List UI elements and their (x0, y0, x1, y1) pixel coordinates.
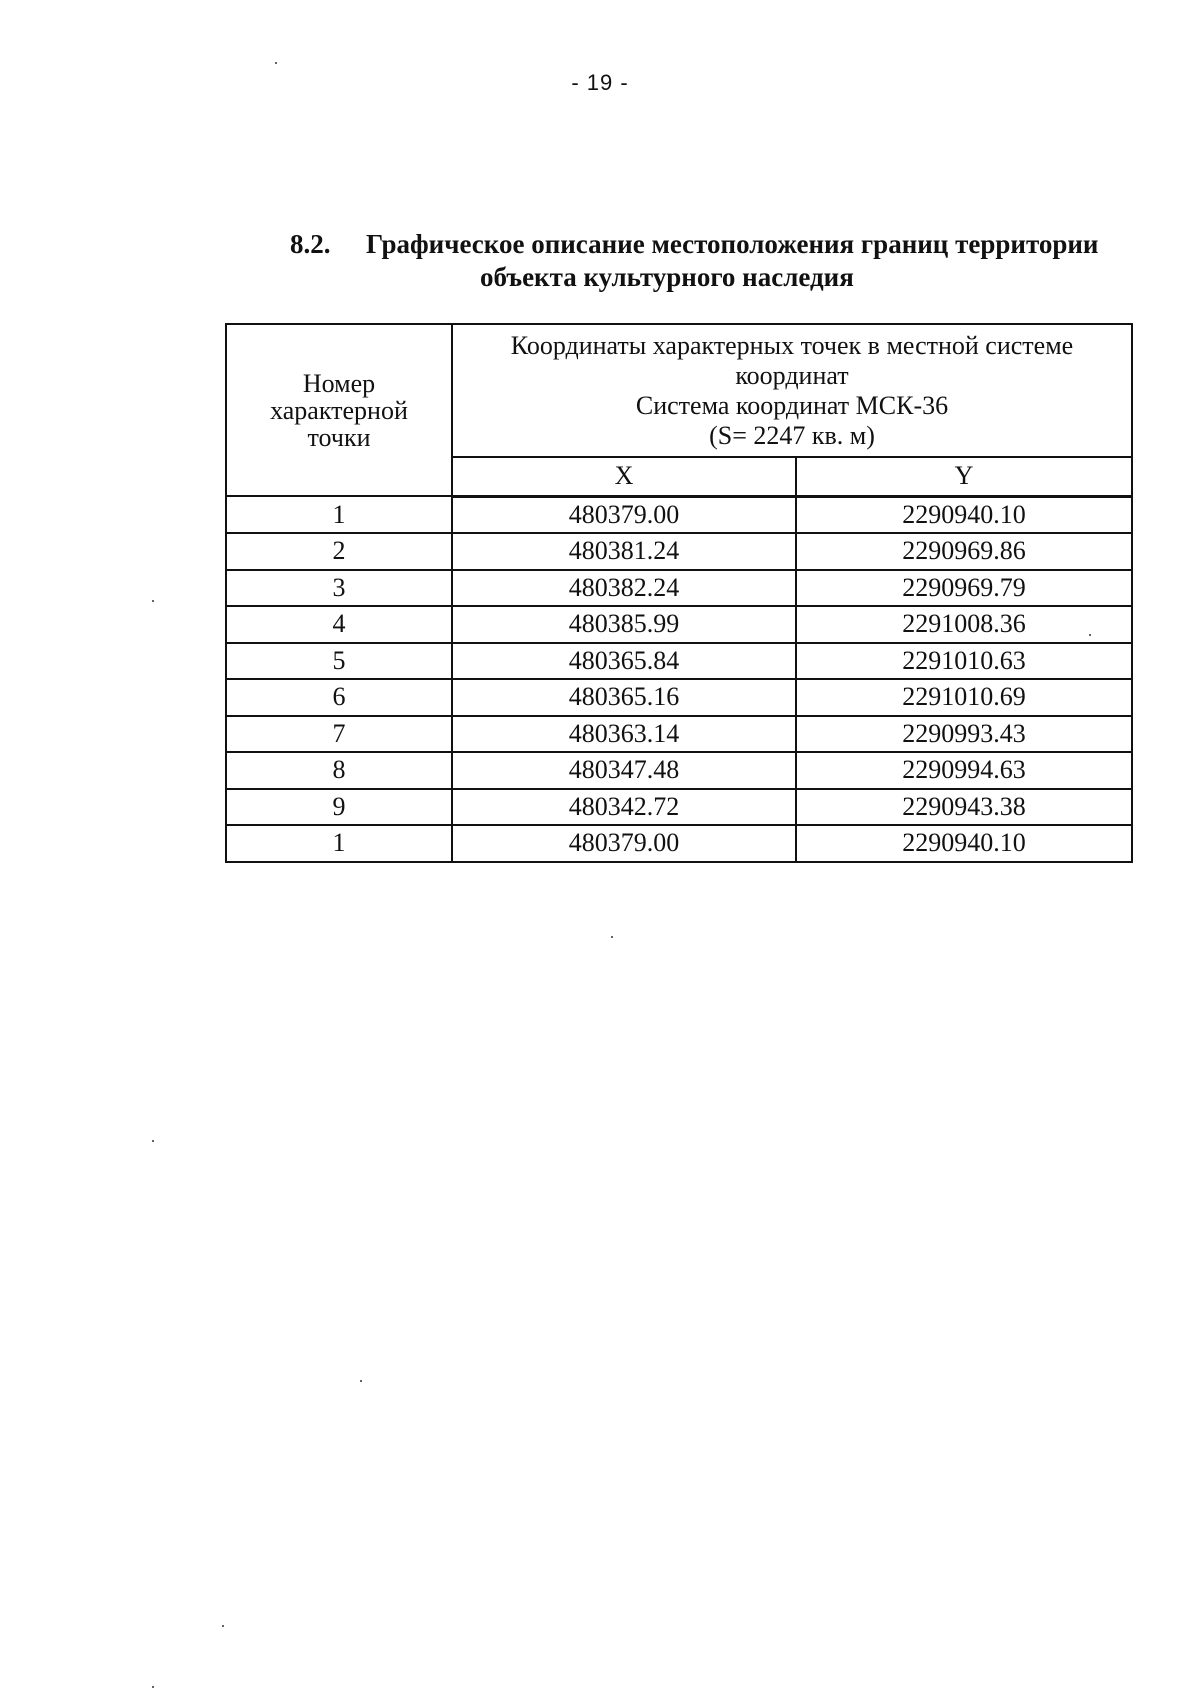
scan-speck (360, 1380, 362, 1382)
point-number-header (226, 324, 452, 496)
x-coordinate-cell: 480365.84 (452, 643, 796, 680)
y-coordinate-cell: 2290994.63 (796, 752, 1132, 789)
y-coordinate-cell: 2290943.38 (796, 789, 1132, 826)
point-number-cell: 5 (226, 643, 452, 680)
point-number-cell: 8 (226, 752, 452, 789)
x-coordinate-cell: 480379.00 (452, 496, 796, 533)
table-row (226, 643, 1132, 680)
section-number: 8.2. (290, 229, 331, 259)
scan-speck (222, 1625, 224, 1627)
scan-speck (152, 1686, 154, 1688)
table-body (226, 496, 1132, 862)
table-row (226, 752, 1132, 789)
scan-speck (611, 936, 613, 938)
table-header-row (226, 324, 1132, 457)
x-coordinate-cell: 480363.14 (452, 716, 796, 753)
coord-header-line: Система координат МСК-36 (635, 390, 949, 420)
table-row (226, 789, 1132, 826)
point-number-cell: 4 (226, 606, 452, 643)
point-number-cell: 7 (226, 716, 452, 753)
table-row (226, 716, 1132, 753)
x-coordinate-cell: 480379.00 (452, 825, 796, 862)
x-header: X (452, 457, 796, 496)
y-coordinate-cell: 2290969.79 (796, 570, 1132, 607)
x-coordinate-cell: 480365.16 (452, 679, 796, 716)
table-row (226, 570, 1132, 607)
point-header-line: характерной (270, 395, 408, 425)
coord-header-line: Координаты характерных точек в местной системе (510, 330, 1074, 360)
point-number-cell: 9 (226, 789, 452, 826)
coord-header-line: координат (735, 360, 849, 390)
table-row (226, 825, 1132, 862)
y-coordinate-cell: 2291010.69 (796, 679, 1132, 716)
scan-speck (275, 62, 277, 64)
heading-line-1 (290, 228, 1170, 261)
x-coordinate-cell: 480347.48 (452, 752, 796, 789)
table-row (226, 533, 1132, 570)
scan-speck (152, 600, 154, 602)
scan-speck (1089, 634, 1091, 636)
table-row (226, 679, 1132, 716)
point-number-cell: 2 (226, 533, 452, 570)
coord-header-line: (S= 2247 кв. м) (709, 420, 875, 450)
table-row (226, 496, 1132, 533)
heading-text-1: Графическое описание местоположения границ территории (366, 229, 1099, 259)
coordinates-table (225, 323, 1133, 863)
point-number-cell: 6 (226, 679, 452, 716)
table-row (226, 606, 1132, 643)
y-header: Y (796, 457, 1132, 496)
y-coordinate-cell: 2290940.10 (796, 496, 1132, 533)
y-coordinate-cell: 2291008.36 (796, 606, 1132, 643)
scan-speck (152, 1140, 154, 1142)
point-number-cell: 1 (226, 496, 452, 533)
section-heading (290, 228, 1170, 294)
page-number: - 19 - (571, 70, 629, 95)
point-header-line: Номер (302, 368, 376, 398)
point-number-cell: 3 (226, 570, 452, 607)
coordinates-header (452, 324, 1132, 457)
x-coordinate-cell: 480381.24 (452, 533, 796, 570)
point-number-cell: 1 (226, 825, 452, 862)
y-coordinate-cell: 2291010.63 (796, 643, 1132, 680)
x-coordinate-cell: 480382.24 (452, 570, 796, 607)
point-header-line: точки (307, 422, 371, 452)
y-coordinate-cell: 2290993.43 (796, 716, 1132, 753)
y-coordinate-cell: 2290940.10 (796, 825, 1132, 862)
x-coordinate-cell: 480342.72 (452, 789, 796, 826)
x-coordinate-cell: 480385.99 (452, 606, 796, 643)
heading-line-2: объекта культурного наследия (480, 262, 854, 292)
y-coordinate-cell: 2290969.86 (796, 533, 1132, 570)
